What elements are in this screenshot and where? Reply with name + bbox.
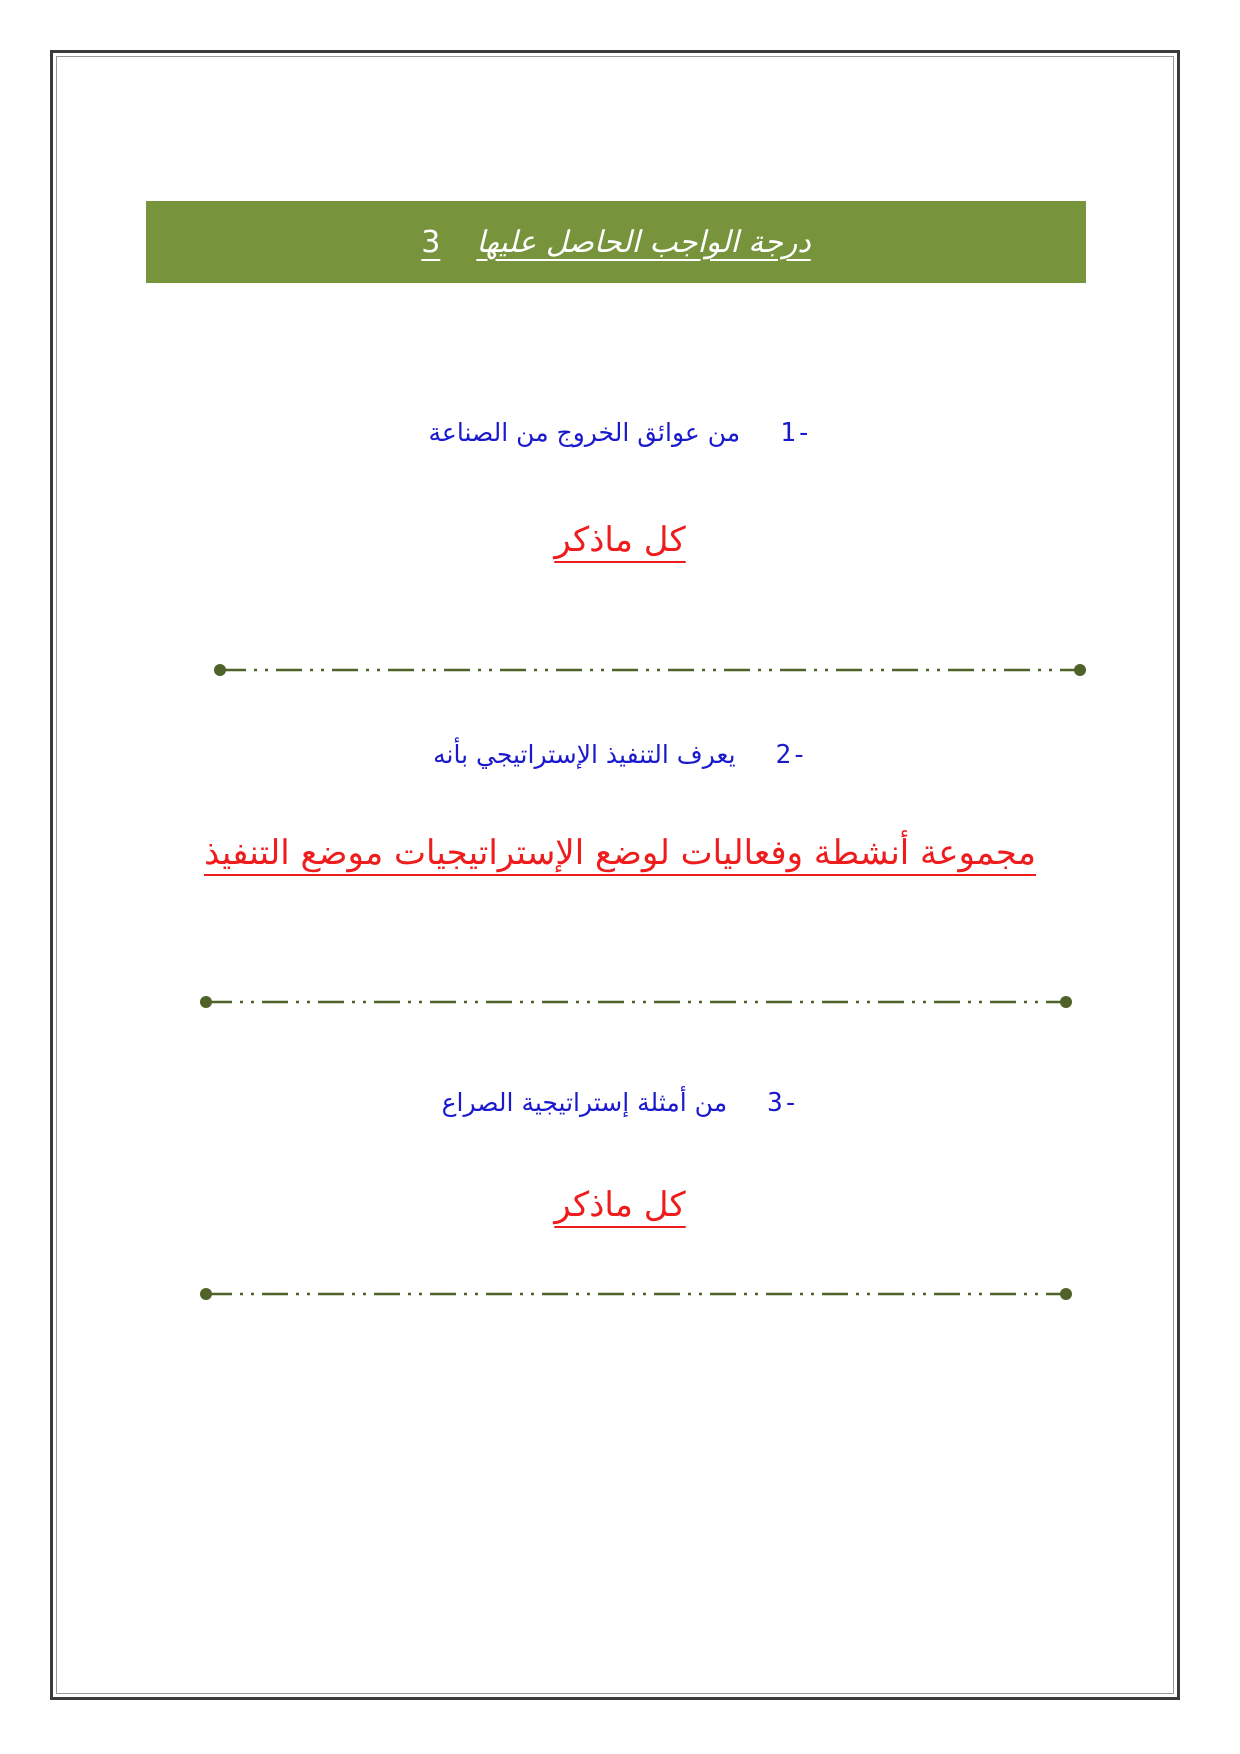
page-border <box>50 50 1180 1700</box>
grade-value: 3 <box>421 224 441 260</box>
answer-1 <box>0 520 1240 560</box>
answer-2 <box>0 833 1240 873</box>
question-3 <box>0 1088 1240 1118</box>
question-text: من أمثلة إستراتيجية الصراع <box>441 1088 728 1117</box>
grade-title: درجة الواجب الحاصل عليها <box>476 224 811 260</box>
divider-endpoint-left <box>200 996 212 1008</box>
question-2 <box>0 740 1240 770</box>
grade-heading <box>421 225 811 260</box>
divider-endpoint-left <box>200 1288 212 1300</box>
answer-text: كل ماذكر <box>554 520 686 560</box>
question-text: يعرف التنفيذ الإستراتيجي بأنه <box>433 740 736 769</box>
question-1 <box>0 418 1240 448</box>
divider-endpoint-right <box>1060 1288 1072 1300</box>
grade-banner <box>146 201 1086 283</box>
answer-text: كل ماذكر <box>554 1185 686 1225</box>
dashed-divider-1 <box>210 660 1090 680</box>
answer-3 <box>0 1185 1240 1225</box>
divider-endpoint-left <box>214 664 226 676</box>
question-text: من عوائق الخروج من الصناعة <box>428 418 741 447</box>
question-number: 3- <box>767 1088 799 1118</box>
question-number: 2- <box>775 740 807 770</box>
question-number: 1- <box>780 418 812 448</box>
divider-endpoint-right <box>1074 664 1086 676</box>
dashed-divider-2 <box>196 992 1076 1012</box>
answer-text: مجموعة أنشطة وفعاليات لوضع الإستراتيجيات موضع التنفيذ <box>204 833 1036 873</box>
divider-endpoint-right <box>1060 996 1072 1008</box>
dashed-divider-3 <box>196 1284 1076 1304</box>
